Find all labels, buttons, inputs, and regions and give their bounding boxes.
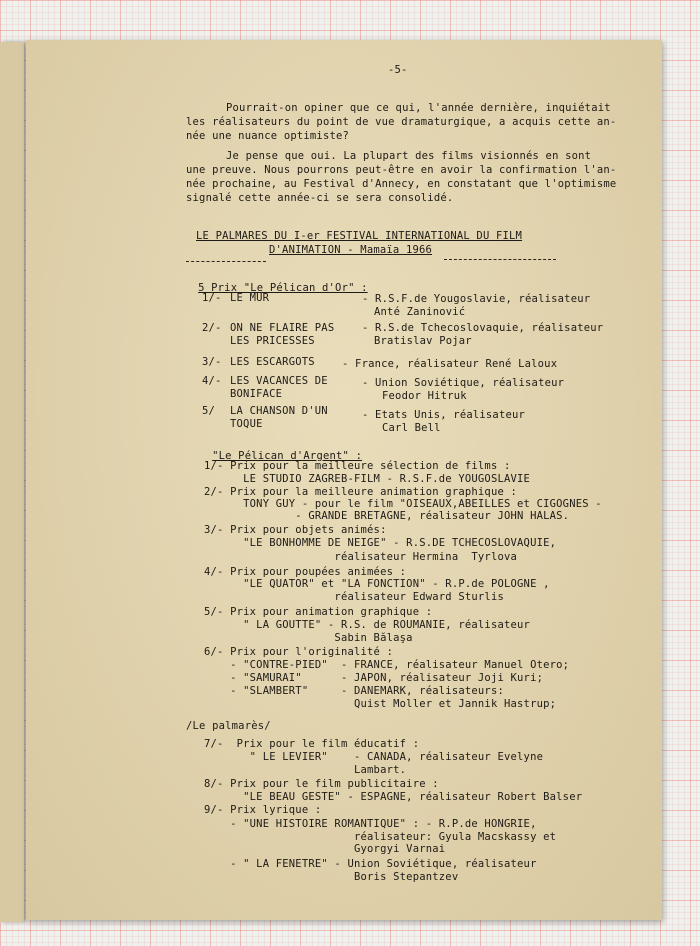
argent-line: - "CONTRE-PIED" - FRANCE, réalisateur Manuel Otero; [204, 659, 570, 671]
argent-line: " LA GOUTTE" - R.S. de ROUMANIE, réalisateur [204, 619, 531, 631]
or-credit: - R.S.de Tchecoslovaquie, réalisateur [362, 322, 604, 334]
argent-line: 6/- Prix pour l'originalité : [204, 646, 394, 658]
or-num: 5/ [202, 405, 216, 417]
heading-dashes-right [444, 259, 556, 260]
or-num: 3/- [202, 356, 222, 368]
or-title: TOQUE [230, 418, 263, 430]
intro-line: née une nuance optimiste? [186, 130, 350, 142]
argent-line: Boris Stepantzev [204, 871, 459, 883]
or-title: ON NE FLAIRE PAS [230, 322, 335, 334]
argent-line: 8/- Prix pour le film publicitaire : [204, 778, 439, 790]
argent-line: - "UNE HISTOIRE ROMANTIQUE" : - R.P.de HONGRIE, [204, 818, 537, 830]
or-title: LES ESCARGOTS [230, 356, 315, 368]
or-title: LES PRICESSES [230, 335, 315, 347]
argent-line: - "SAMURAI" - JAPON, réalisateur Joji Kuri; [204, 672, 544, 684]
argent-line: LE STUDIO ZAGREB-FILM - R.S.F.de YOUGOSLAVIE [204, 473, 531, 485]
argent-line: réalisateur Edward Sturlis [204, 591, 504, 603]
intro-line: Pourrait-on opiner que ce qui, l'année dernière, inquiétait [226, 102, 611, 114]
answer-line: une preuve. Nous pourrons peut-être en avoir la confirmation l'an- [186, 164, 617, 176]
or-num: 1/- [202, 292, 222, 304]
document-page [26, 40, 662, 920]
or-credit: Feodor Hitruk [382, 390, 467, 402]
argent-line: 3/- Prix pour objets animés: [204, 524, 387, 536]
argent-line: 7/- Prix pour le film éducatif : [204, 738, 420, 750]
argent-line: Lambart. [204, 764, 407, 776]
argent-line: Quist Moller et Jannik Hastrup; [204, 698, 557, 710]
or-credit: - France, réalisateur René Laloux [342, 358, 558, 370]
argent-line: - " LA FENETRE" - Union Soviétique, réalisateur [204, 858, 537, 870]
argent-line: 4/- Prix pour poupées animées : [204, 566, 407, 578]
answer-line: signalé cette année-ci se sera consolidé. [186, 192, 454, 204]
argent-line: - "SLAMBERT" - DANEMARK, réalisateurs: [204, 685, 504, 697]
argent-line: TONY GUY - pour le film "OISEAUX,ABEILLES et CIGOGNES - [204, 498, 602, 510]
pelican-or-heading-text: 5 Prix "Le Pélican d'Or" : [198, 282, 368, 294]
or-credit: Anté Zaninović [374, 306, 466, 318]
facing-page-edge [0, 42, 24, 922]
argent-line: réalisateur: Gyula Macskassy et [204, 831, 557, 843]
or-credit: Bratislav Pojar [374, 335, 472, 347]
argent-line: " LE LEVIER" - CANADA, réalisateur Evelyne [204, 751, 544, 763]
argent-line: "LE BONHOMME DE NEIGE" - R.S.DE TCHECOSLOVAQUIE, [204, 537, 557, 549]
or-title: LA CHANSON D'UN [230, 405, 328, 417]
page-number: -5- [388, 64, 408, 76]
argent-line: Gyorgyi Varnai [204, 843, 446, 855]
argent-line: "LE QUATOR" et "LA FONCTION" - R.P.de POLOGNE , [204, 578, 550, 590]
argent-line: Sabin Bălaşa [204, 632, 413, 644]
argent-line: - GRANDE BRETAGNE, réalisateur JOHN HALAS. [204, 510, 570, 522]
palmares-heading: LE PALMARES DU I-er FESTIVAL INTERNATIONAL DU FILM [196, 230, 523, 242]
answer-line: née prochaine, au Festival d'Annecy, en constatant que l'optimisme [186, 178, 617, 190]
or-title: BONIFACE [230, 388, 283, 400]
or-title: LE MUR [230, 292, 270, 304]
argent-line: réalisateur Hermina Tyrlova [204, 551, 518, 563]
heading-dashes-left [186, 261, 266, 262]
argent-line: "LE BEAU GESTE" - ESPAGNE, réalisateur Robert Balser [204, 791, 583, 803]
or-num: 4/- [202, 375, 222, 387]
argent-line: 9/- Prix lyrique : [204, 804, 322, 816]
or-credit: - Etats Unis, réalisateur [362, 409, 526, 421]
or-credit: Carl Bell [382, 422, 441, 434]
argent-line: 2/- Prix pour la meilleure animation graphique : [204, 486, 518, 498]
or-num: 2/- [202, 322, 222, 334]
pelican-argent-heading-text: "Le Pélican d'Argent" : [212, 450, 363, 462]
or-credit: - Union Soviétique, réalisateur [362, 377, 565, 389]
argent-line: 1/- Prix pour la meilleure sélection de films : [204, 460, 511, 472]
argent-line: 5/- Prix pour animation graphique : [204, 606, 433, 618]
or-title: LES VACANCES DE [230, 375, 328, 387]
answer-line: Je pense que oui. La plupart des films visionnés en sont [226, 150, 592, 162]
or-credit: - R.S.F.de Yougoslavie, réalisateur [362, 293, 591, 305]
intro-line: les réalisateurs du point de vue dramaturgique, a acquis cette an- [186, 116, 617, 128]
palmares-subheading: D'ANIMATION - Mamaïa 1966 [269, 244, 433, 256]
argent-line: /Le palmarès/ [186, 720, 271, 732]
